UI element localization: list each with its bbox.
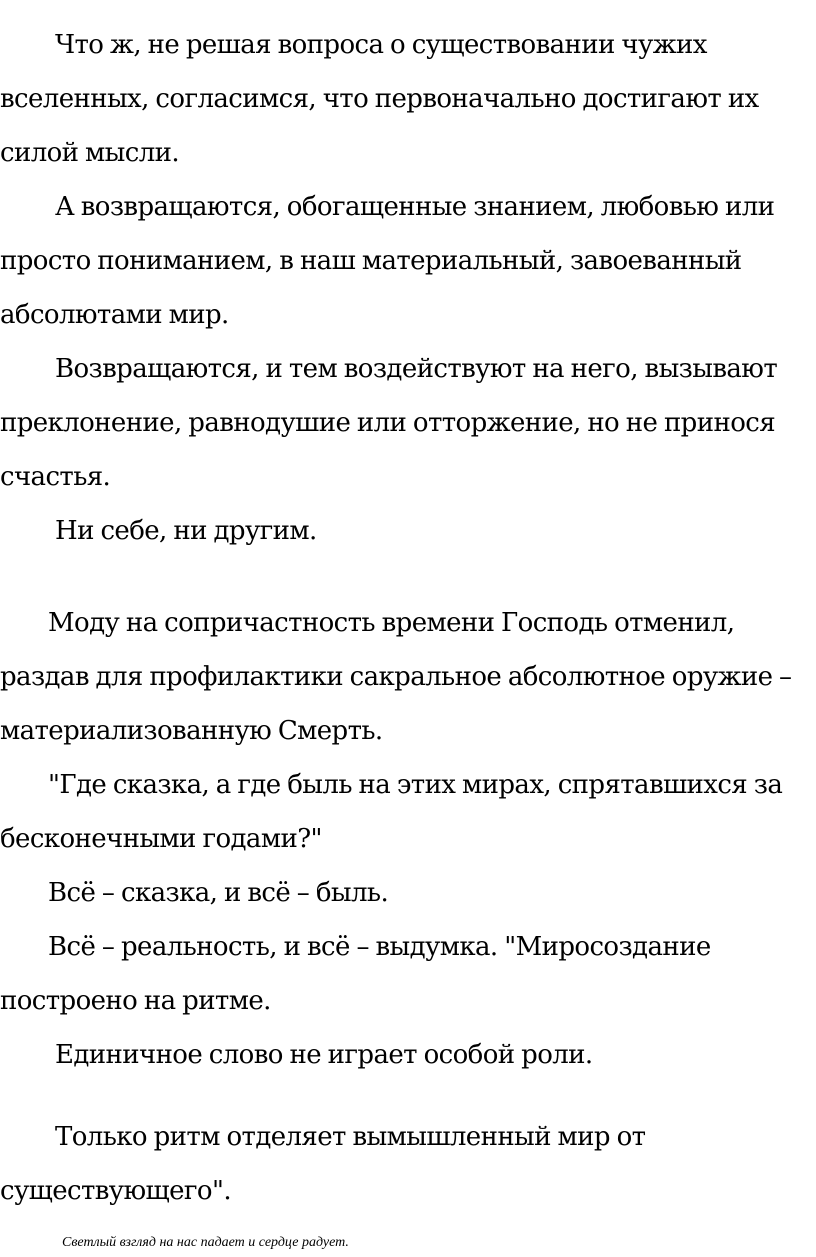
paragraph-6: "Где сказка, а где быль на этих мирах, спрятавшихся за бесконечными годами?" [0, 770, 783, 854]
paragraph-9: Единичное слово не играет особой роли. [55, 1040, 593, 1070]
paragraph-5: Моду на сопричастность времени Господь отменил, раздав для профилактики сакральное абсолютное оружие – материализованную Смерть. [0, 608, 792, 746]
paragraph-10: Только ритм отделяет вымышленный мир от существующего". [0, 1122, 646, 1206]
paragraph-7: Всё – сказка, и всё – быль. [48, 878, 389, 908]
paragraph-3: Возвращаются, и тем воздействуют на него, вызывают преклонение, равнодушие или отторжение, но не принося счастья. [0, 354, 778, 492]
page-footer-caption: Светлый взгляд на нас падает и сердце радует. [62, 1235, 349, 1250]
paragraph-4: Ни себе, ни другим. [55, 516, 317, 546]
paragraph-8: Всё – реальность, и всё – выдумка. "Миросоздание построено на ритме. [0, 932, 711, 1016]
paragraph-2: А возвращаются, обогащенные знанием, любовью или просто пониманием, в наш материальный, завоеванный абсолютами мир. [0, 192, 775, 330]
paragraph-1: Что ж, не решая вопроса о существовании чужих вселенных, согласимся, что первоначально достигают их силой мысли. [0, 30, 759, 168]
